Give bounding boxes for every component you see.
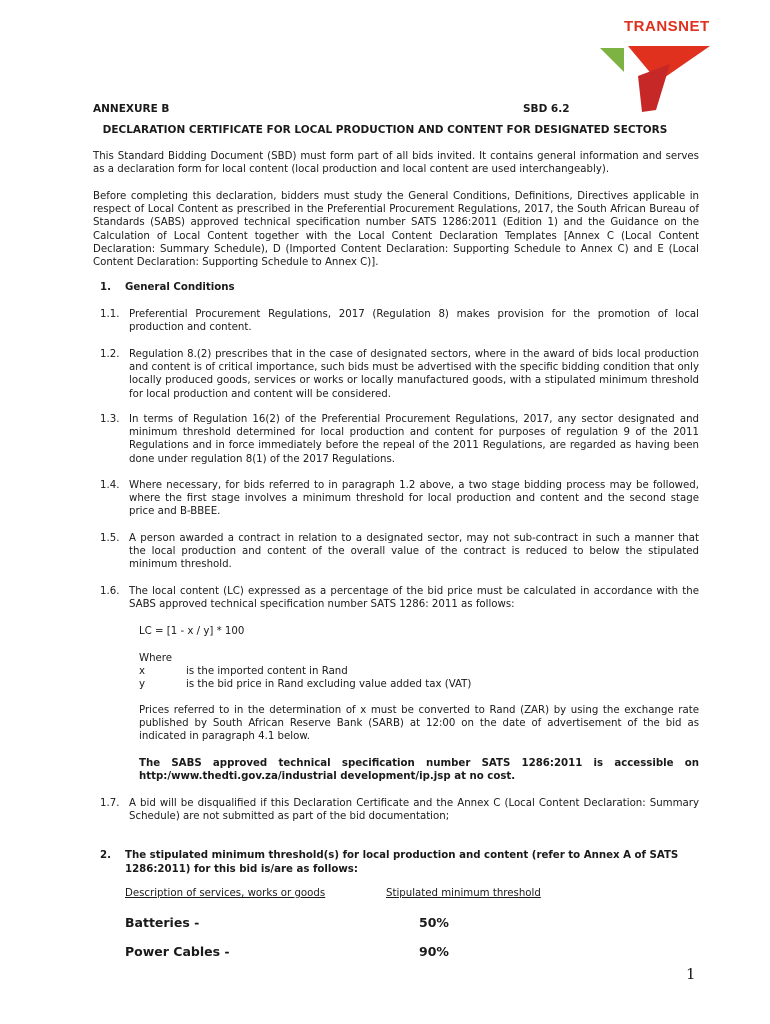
- prices-paragraph: Prices referred to in the determination of x must be converted to Rand (ZAR) by using the exchange rate published by South African Reserve Bank (SARB) at 12:00 on the date of advertisement of the bid as indicated in paragraph 4.1 below.: [139, 705, 699, 743]
- section-2-heading: 2. The stipulated minimum threshold(s) for local production and content (refer to Annex A of SATS 1286:2011) for this bid is/are as follows:: [100, 850, 679, 875]
- threshold-row-desc: Power Cables -: [125, 944, 230, 959]
- column-header-description: Description of services, works or goods: [125, 888, 326, 899]
- page-number: 1: [686, 965, 696, 983]
- clause-1-5: 1.5. A person awarded a contract in relation to a designated sector, may not sub-contract in such a manner that the local production and content of the overall value of the contract is reduced to below the stipulated minimum threshold.: [100, 533, 699, 571]
- clause-1-6: 1.6. The local content (LC) expressed as a percentage of the bid price must be calculated in accordance with the SABS approved technical specification number SATS 1286: 2011 as follows:: [100, 586, 699, 611]
- sats-accessibility-note: The SABS approved technical specification number SATS 1286:2011 is accessible on http:/www.thedti.gov.za/industrial development/ip.jsp at no cost.: [139, 758, 699, 783]
- lc-formula: LC = [1 - x / y] * 100: [139, 626, 245, 637]
- where-x-row: x is the imported content in Rand: [139, 666, 348, 678]
- where-y-row: y is the bid price in Rand excluding value added tax (VAT): [139, 679, 472, 691]
- intro-paragraph-2: Before completing this declaration, bidders must study the General Conditions, Definitions, Directives applicable in respect of Local Content as prescribed in the Preferential Procurement Regulations, 2017, the South African Bureau of Standards (SABS) approved technical specification number SATS 1286:2011 (Edition 1) and the Guidance on the Calculation of Local Content together with the Local Content Declaration Templates [Annex C (Local Content Declaration: Summary Schedule), D (Imported Content Declaration: Supporting Schedule to Annex C) and E (Local Content Declaration: Supporting Schedule to Annex C)].: [93, 191, 699, 269]
- column-header-threshold: Stipulated minimum threshold: [386, 888, 541, 899]
- intro-paragraph-1: This Standard Bidding Document (SBD) must form part of all bids invited. It contains general information and serves as a declaration form for local content (local production and local content are used interchangeably).: [93, 151, 699, 176]
- annexure-label: ANNEXURE B: [93, 103, 170, 115]
- threshold-row-value: 90%: [419, 944, 449, 959]
- where-label: Where: [139, 653, 173, 664]
- formula-where-block: [139, 652, 699, 692]
- clause-1-2: 1.2. Regulation 8.(2) prescribes that in the case of designated sectors, where in the award of bids local production and content is of critical importance, such bids must be advertised with the specific bidding condition that only locally produced goods, services or works or locally manufactured goods, with a stipulated minimum threshold for local production and content will be considered.: [100, 349, 699, 400]
- section-1-heading: [100, 282, 235, 293]
- clause-1-4: 1.4. Where necessary, for bids referred to in paragraph 1.2 above, a two stage bidding process may be followed, where the first stage involves a minimum threshold for local production and content and the second stage price and B-BBEE.: [100, 480, 699, 518]
- clause-1-3: 1.3. In terms of Regulation 16(2) of the Preferential Procurement Regulations, 2017, any sector designated and minimum threshold determined for local production and content for purposes of regulation 9 of the 2011 Regulations and in force immediately before the repeal of the 2011 Regulations, are regarded as having been done under regulation 8(1) of the 2017 Regulations.: [100, 414, 699, 465]
- transnet-logo-icon: [598, 42, 718, 114]
- section-number: 1.: [100, 282, 111, 293]
- transnet-logo-text: TRANSNET: [624, 18, 710, 35]
- section-title: General Conditions: [125, 282, 235, 293]
- threshold-row-value: 50%: [419, 915, 449, 930]
- threshold-row-desc: Batteries -: [125, 915, 200, 930]
- clause-1-7: 1.7. A bid will be disqualified if this Declaration Certificate and the Annex C (Local Content Declaration: Summary Schedule) are not submitted as part of the bid documentation;: [100, 798, 699, 823]
- document-title: DECLARATION CERTIFICATE FOR LOCAL PRODUCTION AND CONTENT FOR DESIGNATED SECTORS: [102, 124, 668, 136]
- clause-1-1: 1.1. Preferential Procurement Regulations, 2017 (Regulation 8) makes provision for the promotion of local production and content.: [100, 309, 699, 334]
- sbd-number: SBD 6.2: [523, 103, 570, 115]
